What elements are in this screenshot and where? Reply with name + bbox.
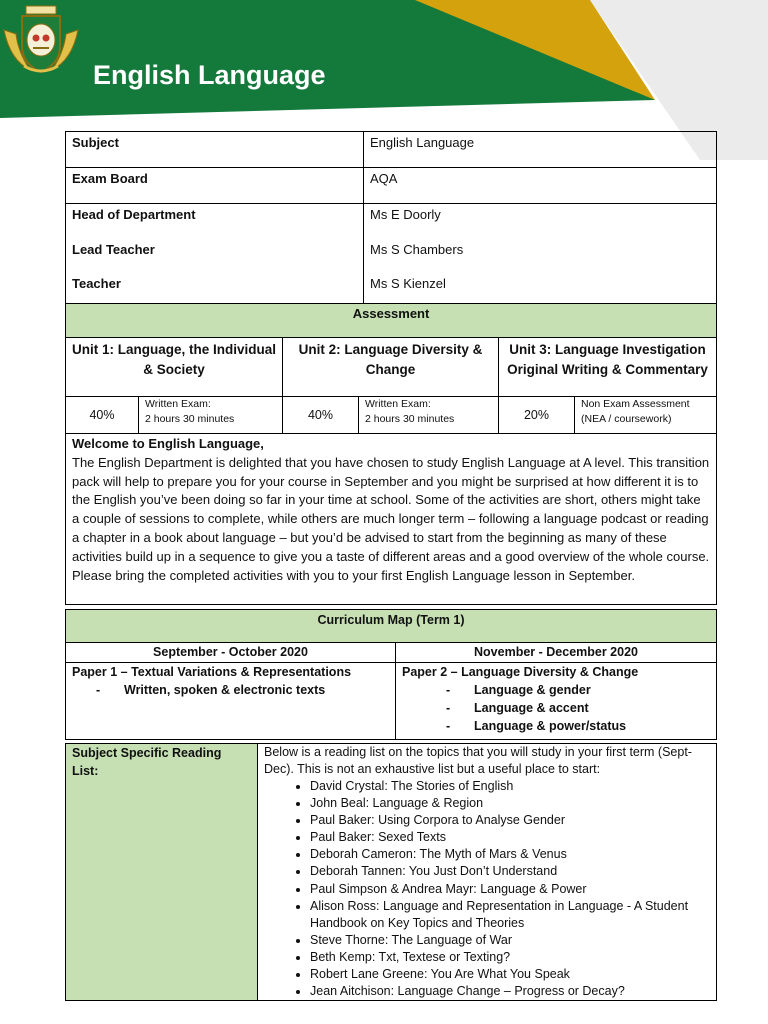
unit-1-format [139,397,283,434]
unit-2-type: Written Exam: [365,398,431,410]
reading-list-intro: Below is a reading list on the topics that you will study in your first term (Sept-Dec). This is not an exhaustive list but a useful place to start: [264,745,692,776]
curriculum-heading: Curriculum Map (Term 1) [66,610,717,643]
reading-list-item: • Beth Kemp: Txt, Textese or Texting? [310,949,710,966]
welcome-section [66,434,717,605]
term-col-1-content [66,663,396,740]
reading-list-item: • Alison Ross: Language and Representation in Language - A Student Handbook on Key Topics and Theories [310,898,710,932]
reading-list-label: Subject Specific Reading List: [66,744,258,1001]
reading-list-item: • Robert Lane Greene: You Are What You Speak [310,966,710,983]
reading-list [264,778,710,1000]
lead-teacher-label: Lead Teacher [72,241,155,257]
reading-list-item: • Deborah Tannen: You Just Don’t Understand [310,863,710,880]
unit-1-duration: 2 hours 30 minutes [145,413,235,425]
reading-list-item: • Jean Aitchison: Language Change – Progress or Decay? [310,983,710,1000]
unit-2-duration: 2 hours 30 minutes [365,413,455,425]
paper-2-topic: - Language & gender [446,681,710,699]
paper-1-topics [72,681,389,699]
reading-list-item: • David Crystal: The Stories of English [310,778,710,795]
paper-2-title: Paper 2 – Language Diversity & Change [402,665,639,679]
unit-2-title: Unit 2: Language Diversity & Change [283,338,499,397]
reading-list-item: • John Beal: Language & Region [310,795,710,812]
school-crest-logo [0,0,82,76]
head-of-department-label: Head of Department [72,207,196,222]
reading-list-content [258,744,717,1001]
unit-1-type: Written Exam: [145,398,211,410]
term-col-1-heading: September - October 2020 [66,643,396,663]
teacher-value: Ms S Kienzel [370,276,446,291]
term-col-2-heading: November - December 2020 [396,643,717,663]
reading-list-item: • Paul Baker: Sexed Texts [310,829,710,846]
paper-1-title: Paper 1 – Textual Variations & Representations [72,665,352,679]
subject-label: Subject [66,132,364,168]
unit-3-percent: 20% [499,397,575,434]
welcome-heading: Welcome to English Language, [72,436,264,451]
reading-list-item: • Paul Baker: Using Corpora to Analyse Gender [310,812,710,829]
subject-value: English Language [364,132,717,168]
staff-values [364,204,717,310]
exam-board-label: Exam Board [66,168,364,204]
paper-1-topic: - Written, spoken & electronic texts [96,681,389,699]
subject-info-table [65,131,717,310]
reading-list-item: • Paul Simpson & Andrea Mayr: Language & Power [310,881,710,898]
reading-list-item: • Deborah Cameron: The Myth of Mars & Venus [310,846,710,863]
unit-1-title: Unit 1: Language, the Individual & Society [66,338,283,397]
teacher-label: Teacher [72,276,121,291]
paper-2-topic: - Language & power/status [446,717,710,735]
reading-list-table [65,743,717,1001]
assessment-heading: Assessment [66,304,717,338]
paper-2-topic: - Language & accent [446,699,710,717]
unit-2-percent: 40% [283,397,359,434]
unit-3-format [575,397,717,434]
reading-list-item: • Steve Thorne: The Language of War [310,932,710,949]
unit-3-title: Unit 3: Language Investigation Original Writing & Commentary [499,338,717,397]
unit-3-type: Non Exam Assessment (NEA / coursework) [581,398,690,425]
lead-teacher-value: Ms S Chambers [370,241,464,257]
unit-2-format [359,397,499,434]
page-title: English Language [93,60,326,90]
curriculum-map-table [65,609,717,740]
exam-board-value: AQA [364,168,717,204]
term-col-2-content [396,663,717,740]
head-of-department-value: Ms E Doorly [370,207,441,222]
paper-2-topics [402,681,710,735]
welcome-body: The English Department is delighted that you have chosen to study English Language at A level. This transition pack will help to prepare you for your course in September and you might be surprised at how different it is to the English you’ve been doing so far in your time at school. Some of the activities are short, others might take a couple of sessions to complete, while others are much longer term – following a language podcast or reading a chapter in a book about language – but you’d be advised to start from the beginning as many of these activities build up in a sequence to give you a taste of different areas and a good overview of the whole course. Please bring the completed activities with you to your first English Language lesson in September. [72,454,710,583]
unit-1-percent: 40% [66,397,139,434]
assessment-table [65,303,717,605]
staff-labels [66,204,364,310]
